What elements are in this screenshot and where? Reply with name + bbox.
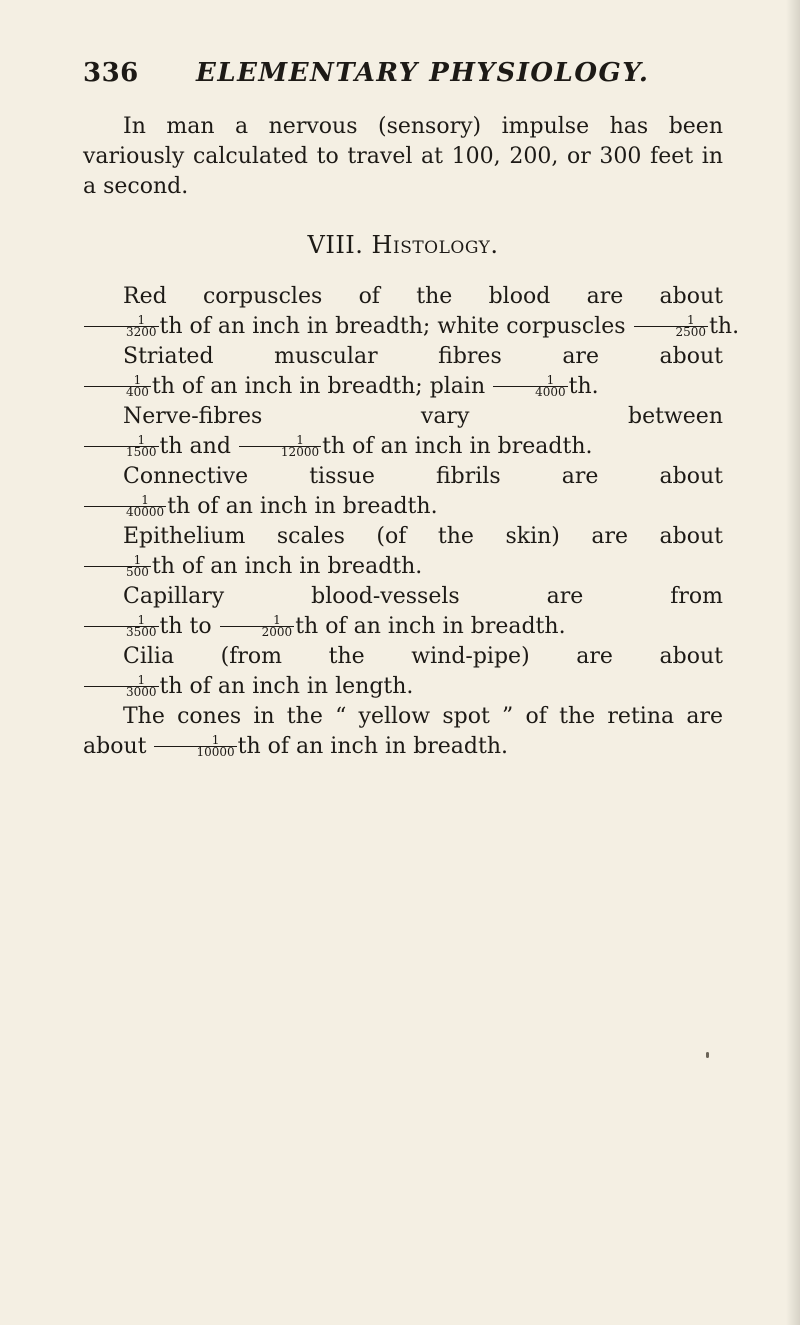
item-text: th of an inch in breadth; white corpuscles [159, 314, 633, 339]
histology-item [83, 402, 723, 462]
intro-paragraph: In man a nervous (sensory) impulse has been variously calculated to travel at 100, 200, or 300 feet in a second. [83, 114, 723, 199]
fraction-numerator: 1 [211, 732, 220, 747]
section-numeral: VIII. [307, 231, 364, 259]
fraction [84, 492, 166, 519]
histology-item [83, 282, 740, 342]
page-number: 336 [83, 58, 139, 88]
fraction-denominator: 2500 [634, 326, 709, 338]
item-text: th of an inch in breadth. [151, 554, 423, 579]
item-text: th of an inch in length. [159, 674, 414, 699]
fraction-numerator: 1 [137, 312, 146, 327]
fraction-numerator: 1 [686, 312, 695, 327]
item-text: The cones in the “ yellow spot ” of the retina are about [83, 704, 723, 759]
item-text: Capillary blood-vessels are from [123, 584, 723, 609]
fraction [239, 432, 321, 459]
page-header [83, 58, 723, 98]
fraction-denominator: 400 [84, 386, 151, 398]
fraction [84, 432, 159, 459]
fraction [84, 312, 159, 339]
item-text: th. [568, 374, 599, 399]
item-text: Epithelium scales (of the skin) are about [123, 524, 723, 549]
histology-item [83, 462, 723, 522]
item-text: Nerve-fibres vary between [123, 404, 723, 429]
running-head: ELEMENTARY PHYSIOLOGY. [196, 58, 650, 88]
fraction-numerator: 1 [137, 672, 146, 687]
fraction-denominator: 3500 [84, 626, 159, 638]
histology-item [83, 582, 723, 642]
fraction-denominator: 3200 [84, 326, 159, 338]
item-text: th to [159, 614, 219, 639]
fraction-numerator: 1 [273, 612, 281, 627]
body-text [83, 112, 740, 762]
item-text: th. [709, 314, 740, 339]
fraction-numerator: 1 [133, 372, 142, 387]
fraction-numerator: 1 [546, 372, 555, 387]
section-title: Histology. [371, 231, 499, 259]
fraction [220, 612, 295, 639]
fraction [84, 552, 151, 579]
fraction [84, 372, 151, 399]
item-text: th of an inch in breadth; plain [151, 374, 493, 399]
item-text: th and [159, 434, 238, 459]
fraction-denominator: 1500 [84, 446, 159, 458]
fraction-denominator: 10000 [154, 746, 236, 758]
fraction-denominator: 12000 [239, 446, 321, 458]
item-text: th of an inch in breadth. [295, 614, 566, 639]
fraction [154, 732, 236, 759]
item-text: th of an inch in breadth. [237, 734, 509, 759]
fraction-numerator: 1 [296, 432, 304, 447]
item-text: Connective tissue fibrils are about [123, 464, 723, 489]
fraction [634, 312, 709, 339]
histology-item [83, 342, 723, 402]
fraction-numerator: 1 [137, 432, 146, 447]
fraction [84, 612, 159, 639]
fraction-numerator: 1 [133, 552, 142, 567]
fraction-denominator: 2000 [220, 626, 295, 638]
fraction-numerator: 1 [141, 492, 149, 507]
histology-item [83, 642, 723, 702]
item-text: th of an inch in breadth. [167, 494, 438, 519]
fraction-denominator: 3000 [84, 686, 159, 698]
fraction [84, 672, 159, 699]
item-text: Striated muscular fibres are about [123, 344, 723, 369]
item-text: Cilia (from the wind-pipe) are about [123, 644, 723, 669]
fraction-denominator: 500 [84, 566, 151, 578]
fraction [493, 372, 568, 399]
histology-item [83, 522, 723, 582]
paper-speck [706, 1052, 709, 1058]
item-text: Red corpuscles of the blood are about [123, 284, 723, 309]
fraction-numerator: 1 [137, 612, 146, 627]
histology-item [83, 702, 723, 762]
fraction-denominator: 40000 [84, 506, 166, 518]
fraction-denominator: 4000 [493, 386, 568, 398]
page-edge-shadow [786, 0, 800, 1325]
section-heading [83, 230, 723, 260]
item-text: th of an inch in breadth. [322, 434, 593, 459]
